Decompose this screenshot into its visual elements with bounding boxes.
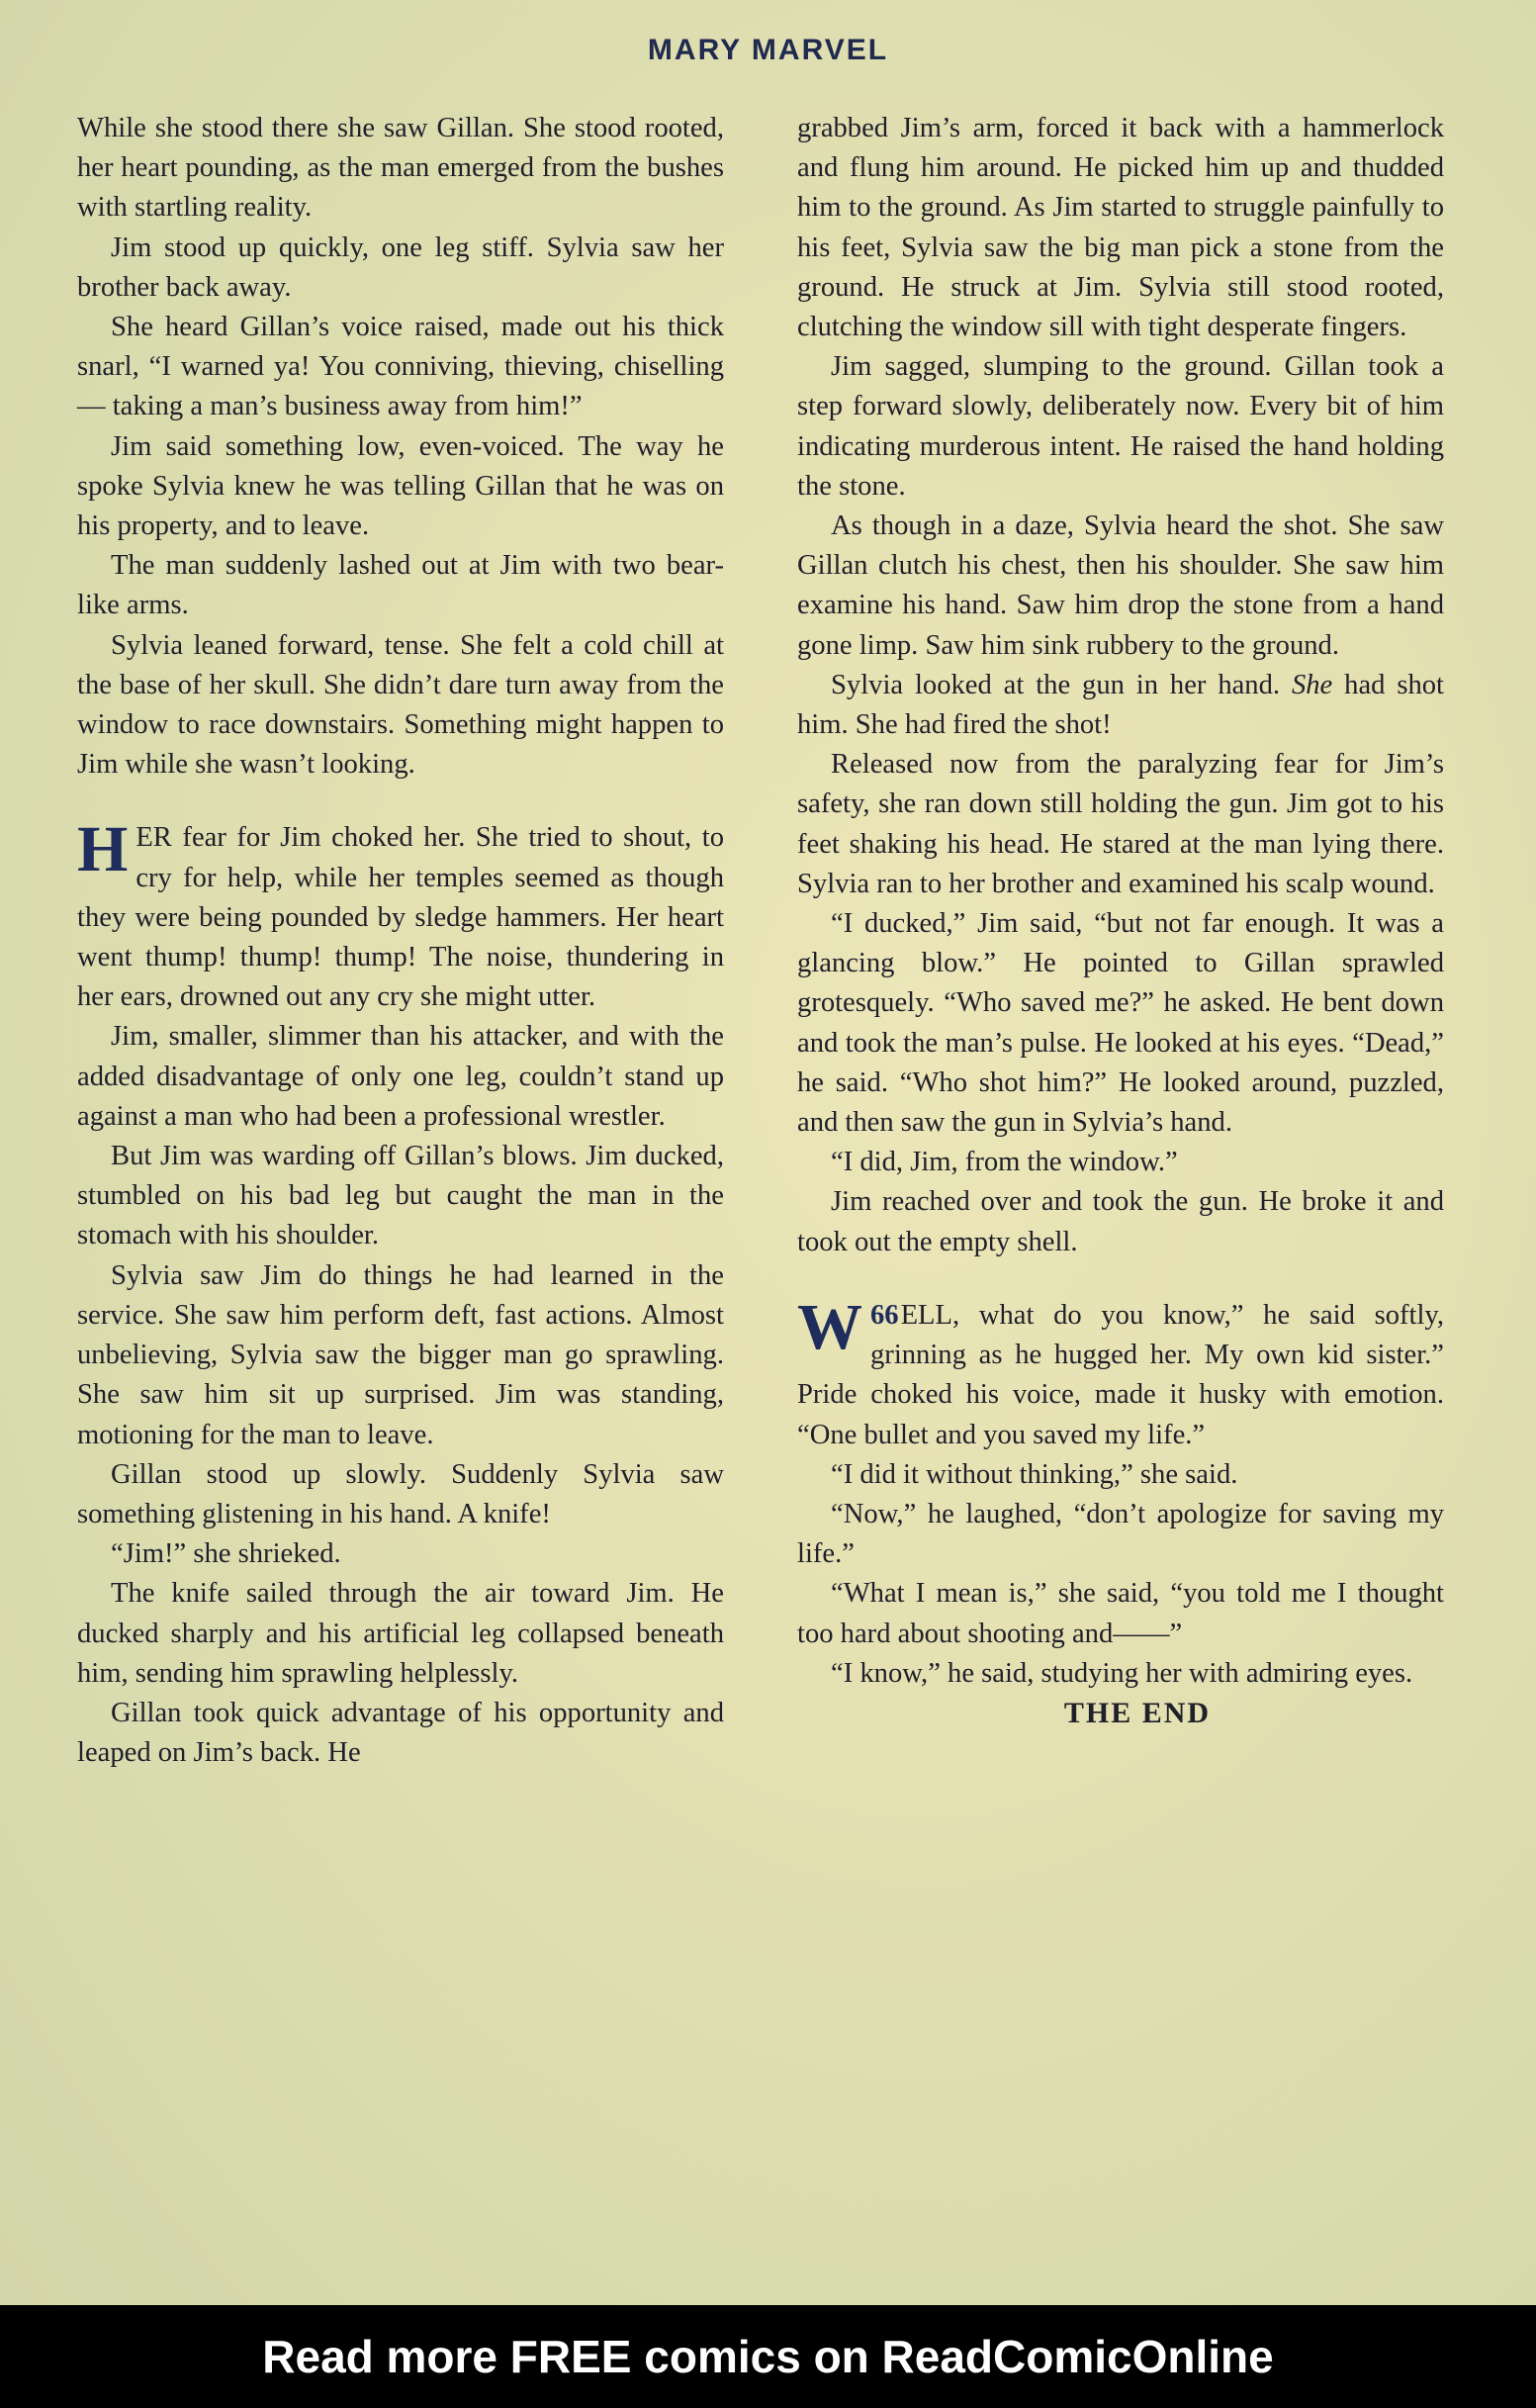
paragraph-text: ELL, what do you know,” he said softly, grinning as he hugged her. My own kid sister.” Pride choked his voice, made it husky with emotion. “One bullet and you saved my life.” (797, 1299, 1444, 1450)
paragraph: Jim sagged, slumping to the ground. Gillan took a step forward slowly, deliberately now. Every bit of him indicating murderous intent. He raised the hand holding the stone. (797, 351, 1444, 502)
paragraph: “I did, Jim, from the window.” (831, 1147, 1178, 1178)
paragraph: Jim, smaller, slimmer than his attacker, and with the added disadvantage of only one leg, couldn’t stand up against a man who had been a professional wrestler. (77, 1021, 724, 1132)
paragraph-text: Sylvia looked at the gun in her hand. (831, 669, 1281, 700)
paragraph: Gillan stood up slowly. Suddenly Sylvia saw something glistening in his hand. A knife! (77, 1458, 724, 1529)
paragraph: “What I mean is,” she said, “you told me I thought too hard about shooting and——” (797, 1578, 1444, 1649)
opening-quote-mark: 66 (870, 1299, 899, 1331)
paragraph: “I know,” he said, studying her with admiring eyes. (831, 1657, 1413, 1689)
paragraph: “Now,” he laughed, “don’t apologize for saving my life.” (797, 1498, 1444, 1570)
paragraph: “Jim!” she shrieked. (111, 1538, 341, 1570)
paragraph: She heard Gillan’s voice raised, made out his thick snarl, “I warned ya! You conniving, thieving, chiselling — taking a man’s business away from him!” (77, 312, 724, 422)
right-text-column (797, 109, 1444, 1733)
footer-banner[interactable]: Read more FREE comics on ReadComicOnline (0, 2305, 1536, 2408)
paragraph: Jim stood up quickly, one leg stiff. Sylvia saw her brother back away. (77, 232, 724, 303)
paragraph: Gillan took quick advantage of his opportunity and leaped on Jim’s back. He (77, 1697, 724, 1769)
paragraph: “I did it without thinking,” she said. (831, 1458, 1238, 1490)
paragraph: The knife sailed through the air toward Jim. He ducked sharply and his artificial leg collapsed beneath him, sending him sprawling helplessly. (77, 1578, 724, 1689)
paragraph: Jim said something low, even-voiced. The way he spoke Sylvia knew he was telling Gillan that he was on his property, and to leave. (77, 430, 724, 542)
the-end-label: THE END (1063, 1696, 1212, 1729)
paragraph (797, 666, 1444, 745)
paragraph: Sylvia leaned forward, tense. She felt a cold chill at the base of her skull. She didn’t dare turn away from the window to race downstairs. Something might happen to Jim while she wasn’t looking. (77, 629, 724, 781)
page-header-title: MARY MARVEL (647, 34, 889, 66)
section-start-paragraph (797, 1290, 1444, 1455)
paragraph: Released now from the paralyzing fear for Jim’s safety, she ran down still holding the gun. Jim got to his feet shaking his head. He stared at the man lying there. Sylvia ran to her brother and examined his scalp wound. (797, 749, 1444, 899)
drop-cap: W (797, 1290, 862, 1363)
section-start-paragraph (77, 813, 724, 1017)
drop-cap: H (77, 813, 129, 886)
left-text-column (77, 109, 724, 1773)
paragraph: But Jim was warding off Gillan’s blows. Jim ducked, stumbled on his bad leg but caught the man in the stomach with his shoulder. (77, 1141, 724, 1251)
paragraph: Sylvia saw Jim do things he had learned in the service. She saw him perform deft, fast actions. Almost unbelieving, Sylvia saw the bigger man go sprawling. She saw him sit up surprised. Jim was standing, motioning for the man to leave. (77, 1259, 724, 1450)
emphasis-text: She (1291, 669, 1333, 700)
paragraph: grabbed Jim’s arm, forced it back with a hammerlock and flung him around. He picked him up and thudded him to the ground. As Jim started to struggle painfully to his feet, Sylvia saw the big man pick a stone from the ground. He struck at Jim. Sylvia still stood rooted, clutching the window sill with tight desperate fingers. (797, 113, 1444, 343)
paragraph: As though in a daze, Sylvia heard the shot. She saw Gillan clutch his chest, then his shoulder. She saw him examine his hand. Saw him drop the stone from a hand gone limp. Saw him sink rubbery to the ground. (797, 510, 1444, 661)
paragraph: While she stood there she saw Gillan. She stood rooted, her heart pounding, as the man emerged from the bushes with startling reality. (77, 113, 724, 224)
paragraph-text: ER fear for Jim choked her. She tried to shout, to cry for help, while her temples seemed as though they were being pounded by sledge hammers. Her heart went thump! thump! thump! The noise, thundering in her ears, drowned out any cry she might utter. (77, 822, 724, 1013)
paragraph-text: had shot him. She had fired the shot! (797, 669, 1444, 741)
paragraph: “I ducked,” Jim said, “but not far enough. It was a glancing blow.” He pointed to Gillan sprawled grotesquely. “Who saved me?” he asked. He bent down and took the man’s pulse. He looked at his eyes. “Dead,” he said. “Who shot him?” He looked around, puzzled, and then saw the gun in Sylvia’s hand. (797, 908, 1444, 1139)
paragraph: The man suddenly lashed out at Jim with two bear-like arms. (77, 550, 724, 621)
paragraph: Jim reached over and took the gun. He broke it and took out the empty shell. (797, 1186, 1444, 1257)
